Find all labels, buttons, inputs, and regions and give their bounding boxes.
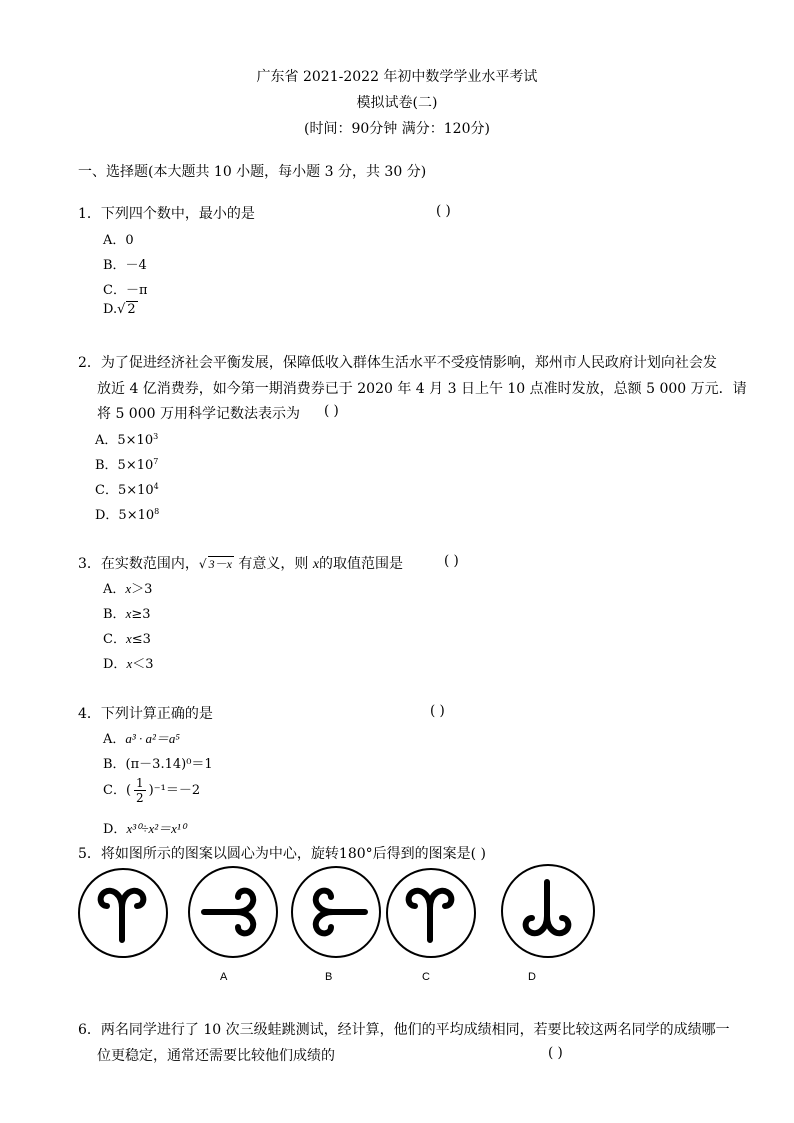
figure-label-b: B [325,971,333,983]
q3-variable: x [312,557,320,572]
q5-stem: 5．将如图所示的图案以圆心为中心，旋转180°后得到的图案是( ) [78,846,487,862]
q2-option-b-exp: 7 [153,457,159,466]
q1-option-b: B．－4 [103,258,147,273]
q2-option-a-text: A．5×10 [95,433,154,448]
q3-answer-paren: ( ) [444,553,459,569]
q2-line1: 2．为了促进经济社会平衡发展，保障低收入群体生活水平不受疫情影响，郑州市人民政府计划向社会发 [78,355,717,371]
aries-glyph-icon [80,870,165,955]
q3-option-b [103,603,151,622]
q3-stem [78,553,403,573]
q2-answer-paren: ( ) [324,403,339,419]
figure-option-b[interactable] [291,866,381,958]
q1-option-d-label: D. [103,302,118,317]
q2-option-a-exp: 3 [153,432,159,441]
section-heading: 一、选择题(本大题共 10 小题，每小题 3 分，共 30 分) [78,164,427,180]
q3-option-a-value: ＞3 [131,582,153,597]
q1-option-d [103,302,138,317]
q1-stem: 1．下列四个数中，最小的是 [78,206,255,222]
figure-option-a[interactable] [188,866,278,958]
q4-option-c-tail: )⁻¹＝－2 [148,783,201,798]
aries-upside-down-icon [503,866,592,955]
aries-glyph-icon [388,870,473,955]
q2-option-b-text: B．5×10 [95,458,154,473]
q4-option-b [103,753,213,772]
q3-option-b-var: x [125,606,132,621]
sqrt-symbol: √ 3－x [198,557,232,571]
figure-option-c[interactable] [386,868,476,958]
figure-label-a: A [220,971,228,983]
fraction-denominator: 2 [136,791,144,805]
q3-stem-suffix: 的取值范围是 [319,556,404,572]
q2-option-c-exp: 4 [153,482,159,491]
q4-option-c-label: C．( [103,783,132,798]
q3-radicand: 3－x [208,557,232,571]
q4-option-a [103,728,180,747]
q2-option-a [95,429,158,448]
fraction [134,776,146,805]
q3-option-b-label: B． [103,607,126,622]
figure-option-d[interactable] [501,864,595,958]
q4-option-d-expr: x³⁰÷x²＝x¹⁰ [126,821,186,836]
q3-option-d-label: D． [103,657,127,672]
q2-option-d-exp: 8 [154,507,160,516]
q4-option-b-label: B．( [103,757,131,772]
exam-time-score: (时间：90分钟 满分：120分) [304,121,490,137]
q1-option-c: C．－π [103,283,148,298]
q3-stem-prefix: 3．在实数范围内， [78,556,199,572]
q4-option-b-expr: π－3.14)⁰＝1 [130,757,213,772]
q3-option-d-value: ＜3 [132,657,154,672]
q3-option-a-var: x [125,581,132,596]
q2-option-d [95,504,159,523]
exam-subtitle: 模拟试卷(二) [356,95,438,111]
q3-option-a-label: A． [103,582,126,597]
q2-line3: 将 5 000 万用科学记数法表示为 [97,406,300,422]
q3-stem-mid: 有意义，则 [233,556,313,572]
q1-option-a: A．0 [103,233,134,248]
sqrt-symbol: √ 2 [117,302,136,317]
q2-option-c-text: C．5×10 [95,483,154,498]
q6-line2: 位更稳定，通常还需要比较他们成绩的 [97,1048,335,1064]
q2-option-b [95,454,158,473]
q3-option-b-value: ≥3 [131,607,151,622]
q3-option-c-label: C． [103,632,126,647]
q1-answer-paren: ( ) [436,203,451,219]
aries-rotated-left-icon [190,868,275,955]
q2-option-c [95,479,159,498]
fraction-numerator: 1 [136,776,144,790]
q1-option-d-radicand: 2 [127,302,136,317]
q3-option-c-var: x [125,631,132,646]
q6-answer-paren: ( ) [548,1045,563,1061]
q4-option-a-label: A． [103,732,126,747]
q3-option-a [103,578,152,597]
q4-option-a-expr: a³ · a²＝a⁵ [125,731,180,746]
figure-label-c: C [422,971,430,983]
q4-option-d [103,818,186,837]
q4-option-d-label: D． [103,822,127,837]
q3-option-d [103,653,154,672]
exam-title: 广东省 2021-2022 年初中数学学业水平考试 [256,69,538,85]
figure-label-d: D [528,971,536,983]
q4-stem: 4．下列计算正确的是 [78,706,213,722]
q2-option-d-text: D．5×10 [95,508,155,523]
aries-rotated-right-icon [293,868,378,955]
q4-option-c [103,776,200,805]
q3-option-c [103,628,151,647]
q2-line2: 放近 4 亿消费券，如今第一期消费券已于 2020 年 4 月 3 日上午 10 点准时发放，总额 5 000 万元．请 [97,381,747,397]
q6-line1: 6．两名同学进行了 10 次三级蛙跳测试，经计算，他们的平均成绩相同，若要比较这两名同学的成绩哪一 [78,1022,730,1038]
q3-option-c-value: ≤3 [131,632,151,647]
q3-option-d-var: x [126,656,133,671]
q4-answer-paren: ( ) [430,703,445,719]
figure-original [78,868,168,958]
